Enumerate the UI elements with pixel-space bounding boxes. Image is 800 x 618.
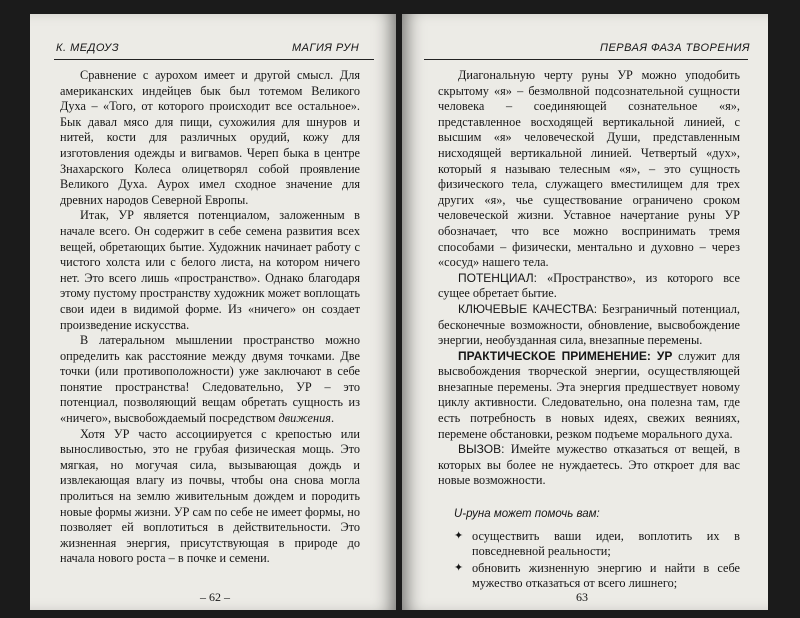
practical-use-label: ПРАКТИЧЕСКОЕ ПРИМЕНЕНИЕ: УР (458, 348, 673, 363)
potential-text: «Пространство», из которого все сущее обретает бытие. (438, 270, 740, 301)
paragraph: Диагональную черту руны УР можно уподобить скрытому «я» – безмолвной подсознательной сущности человека – соединяющей сознательное «я», представленное восходящей вертикальной линией, с высшим «я» человеческой Души, представленным нисходящей вертикальной линией. Четвертый «дух», который я называю телесным «я», – это сущность физического тела, служащего вместилищем для трех других «я», чье существование ограничено сроком человеческой жизни. Уставное начертание руны УР обозначает, что все можно воспринимать тремя способами – физически, ментально и духовно – через «сосуд» нашего тела. (438, 68, 740, 270)
paragraph (60, 333, 360, 427)
page-number: – 62 – (200, 590, 230, 604)
running-head-author: К. МЕДОУЗ (56, 42, 120, 54)
paragraph: Итак, УР является потенциалом, заложенным в начале всего. Он содержит в себе семена развития всех вещей, обретающих бытие. Художник начинает работу с чистого холста или с белого листа, на котором ничего нет. Это всего лишь «пространство». Однако благодаря этому пустому пространству художник может воплощать свои идеи в видимой форме. Из «ничего» он создает произведение искусства. (60, 208, 360, 332)
page-number: 63 (576, 590, 588, 604)
right-page (402, 14, 768, 610)
header-rule (424, 59, 748, 60)
help-list (438, 529, 740, 592)
list-item: ✦ обновить жизненную энергию и найти в себе мужество отказаться от всего лишнего; (472, 561, 740, 592)
paragraph-end: . (330, 411, 335, 426)
left-body (60, 68, 360, 567)
right-body (438, 68, 740, 593)
key-qualities-label: КЛЮЧЕВЫЕ КАЧЕСТВА: (458, 301, 598, 316)
potential-label: ПОТЕНЦИАЛ: (458, 270, 537, 285)
paragraph: Хотя УР часто ассоциируется с крепостью или выносливостью, это не грубая физическая мощь. Это мягкая, но могучая сила, вызывающая дождь и извлекающая влагу из почвы, чтобы она снова могла пролиться на землю живительным дождем и породить новые формы жизни. УР сам по себе не имеет формы, но позволяет ей воплотиться в действительности. Это жизненная энергия, присутствующая в природе до начала нового роста – в почке и семени. (60, 426, 360, 566)
challenge-label: ВЫЗОВ: (458, 442, 505, 457)
paragraph-text: В латеральном мышлении пространство можно определить как расстояние между двумя точками. Две точки (или противоположности) уже заключают в себе понятие пространства! Следовательно, УР – это потенциал, позволяющий вещам обретать сущность из «ничего», высвобождаемый посредством (60, 333, 360, 426)
key-qualities-text: Безграничный потенциал, бесконечные возможности, обновление, высвобождение энергии, необузданная сила, внезапные перемены. (438, 301, 740, 348)
challenge-text: Имейте мужество отказаться от вещей, в которых вы более не нуждаетесь. Это откроет для вас новые возможности. (438, 442, 740, 488)
key-qualities-entry (438, 302, 740, 349)
italic-emphasis: движения (278, 411, 331, 426)
paragraph: Сравнение с аурохом имеет и другой смысл. Для американских индейцев бык был тотемом Великого Духа – «Того, от которого происходит все остальное». Бык давал мясо для пищи, сухожилия для шнуров и нитей, кости для различных орудий, кожу для изготовления одежды и вигвамов. Череп быка в центре Знахарского Колеса олицетворял собой проявление Великого Духа. Аурох имел сходное значение для древних народов Северной Европы. (60, 68, 360, 207)
practical-use-entry (438, 349, 740, 443)
challenge-entry (438, 442, 740, 489)
potential-entry (438, 271, 740, 302)
running-head-title: ПЕРВАЯ ФАЗА ТВОРЕНИЯ (600, 42, 750, 54)
left-page (30, 14, 396, 610)
help-heading: U-руна может помочь вам: (454, 508, 600, 521)
header-rule (54, 59, 374, 60)
list-item: ✦ осуществить ваши идеи, воплотить их в повседневной реальности; (472, 529, 740, 560)
running-head-title: МАГИЯ РУН (292, 42, 360, 54)
practical-use-text: служит для высвобождения творческой энергии, осуществляющей внезапные перемены. Эта энергия предшествует новому циклу активности. Следовательно, она полезна там, где есть потребность в новых идеях, свежих веяниях, перемене обстановки, резком подъеме морального духа. (438, 348, 741, 441)
